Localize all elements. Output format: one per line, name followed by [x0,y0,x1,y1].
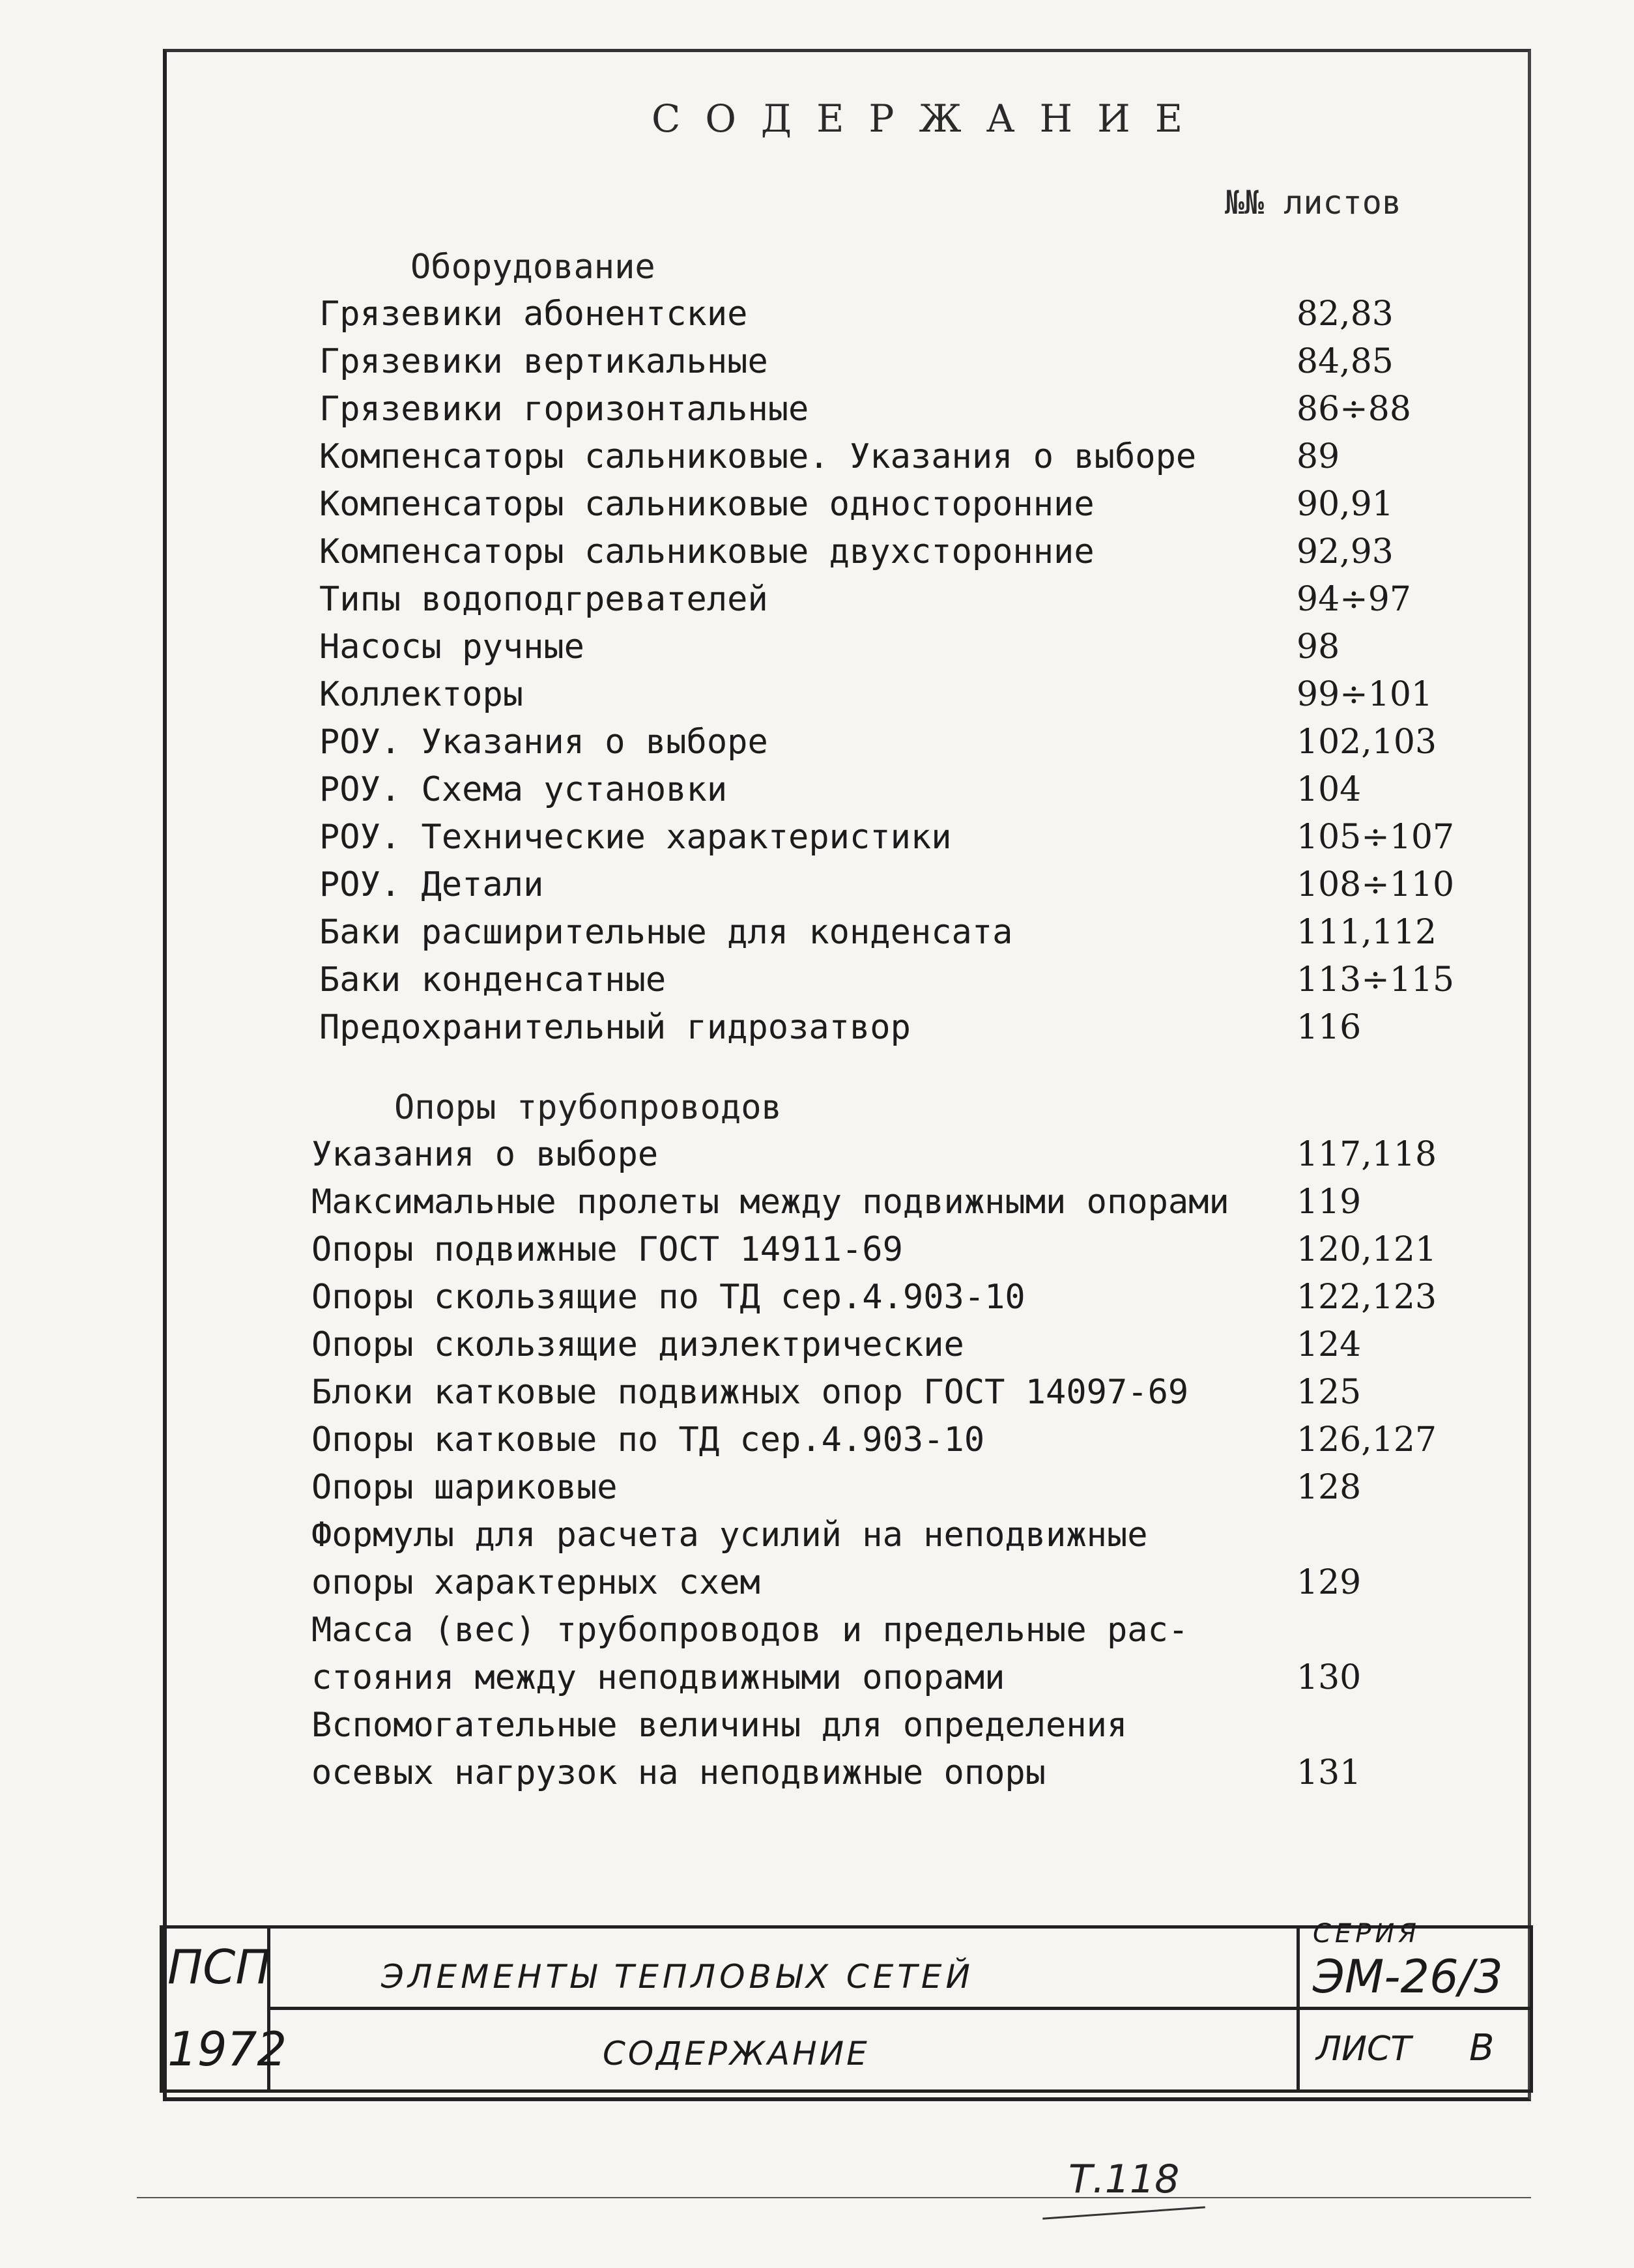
toc-item-sheets: 130 [1297,1658,1362,1697]
page-title: СОДЕРЖАНИЕ [652,96,1208,141]
toc-row [0,1373,1634,1420]
toc-row [0,770,1634,817]
toc-item-name: Коллекторы [319,675,524,714]
stamp-right-line [1530,1925,1533,2093]
stamp-middle-line [267,2007,1533,2010]
toc-item-sheets: 104 [1297,770,1362,809]
toc-item-name: РОУ. Схема установки [319,770,728,809]
toc-item-sheets: 108÷110 [1297,865,1455,904]
toc-item-sheets: 128 [1297,1468,1362,1507]
toc-item-sheets: 119 [1297,1183,1362,1222]
toc-item-name: Компенсаторы сальниковые. Указания о выборе [319,437,1197,476]
toc-item-name: Грязевики вертикальные [319,342,768,381]
toc-row [0,675,1634,722]
toc-item-name: Грязевики горизонтальные [319,390,809,429]
toc-row [0,485,1634,532]
toc-row [0,1468,1634,1515]
toc-row [0,1325,1634,1372]
toc-row [0,913,1634,960]
toc-row [0,532,1634,579]
toc-item-name: Опоры скользящие по ТД сер.4.903-10 [311,1278,1025,1317]
handwritten-signature: Т.118 [1068,2157,1180,2202]
toc-item-name: Формулы для расчета усилий на неподвижные [311,1515,1148,1555]
toc-item-sheets: 111,112 [1297,913,1437,952]
stamp-divider-right [1297,1925,1300,2093]
toc-item-name: Грязевики абонентские [319,294,748,334]
toc-row [0,960,1634,1007]
toc-item-name: опоры характерных схем [311,1563,760,1602]
toc-item-name: Вспомогательные величины для определения [311,1706,1128,1745]
section-title-equipment: Оборудование [410,248,655,287]
toc-row [0,342,1634,389]
toc-item-sheets: 116 [1297,1008,1362,1047]
toc-row [0,1563,1634,1610]
toc-item-name: Опоры подвижные ГОСТ 14911-69 [311,1230,903,1269]
section-title-pipe-supports: Опоры трубопроводов [394,1088,782,1127]
toc-item-name: РОУ. Технические характеристики [319,818,952,857]
toc-item-name: Типы водоподгревателей [319,580,768,619]
toc-row [0,1278,1634,1325]
toc-row [0,723,1634,769]
stamp-sheet-title: СОДЕРЖАНИЕ [603,2035,870,2073]
toc-item-sheets: 129 [1297,1563,1362,1602]
stamp-bottom-line [160,2089,1533,2093]
toc-item-sheets: 125 [1297,1373,1362,1412]
toc-row [0,818,1634,865]
toc-item-sheets: 131 [1297,1753,1362,1792]
toc-row [0,1230,1634,1277]
stamp-series-value: ЭМ-26/3 [1313,1950,1503,2003]
toc-item-name: Опоры катковые по ТД сер.4.903-10 [311,1420,985,1459]
toc-item-name: Масса (вес) трубопроводов и предельные рас- [311,1611,1189,1650]
toc-row [0,1611,1634,1658]
toc-item-sheets: 98 [1297,627,1340,667]
toc-row [0,294,1634,341]
toc-item-name: Компенсаторы сальниковые односторонние [319,485,1095,524]
stamp-year: 1972 [167,2022,287,2076]
toc-item-name: Максимальные пролеты между подвижными опорами [311,1183,1229,1222]
toc-row [0,580,1634,627]
toc-row [0,390,1634,437]
toc-item-name: Блоки катковые подвижных опор ГОСТ 14097-69 [311,1373,1189,1412]
toc-item-sheets: 90,91 [1297,485,1394,524]
toc-item-name: осевых нагрузок на неподвижные опоры [311,1753,1046,1792]
toc-item-sheets: 105÷107 [1297,818,1455,857]
toc-item-name: Баки конденсатные [319,960,666,999]
toc-item-sheets: 117,118 [1297,1135,1437,1174]
stamp-sheet-value: В [1469,2027,1495,2069]
toc-item-sheets: 124 [1297,1325,1362,1364]
stamp-series-label: СЕРИЯ [1313,1919,1421,1949]
stamp-sheet-label: ЛИСТ [1316,2030,1412,2069]
bottom-rule [137,2197,1531,2198]
toc-item-name: Баки расширительные для конденсата [319,913,1013,952]
toc-item-name: стояния между неподвижными опорами [311,1658,1005,1697]
stamp-project-name: ЭЛЕМЕНТЫ ТЕПЛОВЫХ СЕТЕЙ [381,1958,974,1996]
toc-item-sheets: 102,103 [1297,723,1437,762]
toc-item-name: Компенсаторы сальниковые двухсторонние [319,532,1095,571]
toc-item-sheets: 89 [1297,437,1340,476]
toc-item-sheets: 84,85 [1297,342,1394,381]
toc-item-sheets: 99÷101 [1297,675,1433,714]
toc-row [0,1515,1634,1562]
toc-row [0,1658,1634,1705]
toc-item-sheets: 122,123 [1297,1278,1437,1317]
stamp-left-line [160,1925,163,2093]
toc-item-name: Указания о выборе [311,1135,659,1174]
toc-row [0,1420,1634,1467]
toc-item-name: РОУ. Детали [319,865,544,904]
title-block-stamp [160,1919,1533,2093]
toc-row [0,627,1634,674]
sheets-column-header: №№ листов [1225,184,1401,222]
toc-item-name: Опоры шариковые [311,1468,618,1507]
toc-row [0,1706,1634,1753]
toc-row [0,437,1634,484]
toc-item-name: Насосы ручные [319,627,584,667]
toc-item-sheets: 86÷88 [1297,390,1411,429]
toc-item-sheets: 126,127 [1297,1420,1437,1459]
toc-item-name: РОУ. Указания о выборе [319,723,768,762]
toc-item-sheets: 113÷115 [1297,960,1455,999]
toc-row [0,865,1634,912]
toc-item-name: Опоры скользящие диэлектрические [311,1325,964,1364]
toc-item-name: Предохранительный гидрозатвор [319,1008,911,1047]
toc-row [0,1183,1634,1229]
toc-item-sheets: 92,93 [1297,532,1394,571]
stamp-org: ПСП [167,1940,271,1994]
toc-row [0,1135,1634,1182]
toc-item-sheets: 94÷97 [1297,580,1411,619]
toc-item-sheets: 120,121 [1297,1230,1437,1269]
signature-underline [1042,2206,1205,2219]
toc-row [0,1008,1634,1055]
toc-row [0,1753,1634,1800]
toc-item-sheets: 82,83 [1297,294,1394,334]
